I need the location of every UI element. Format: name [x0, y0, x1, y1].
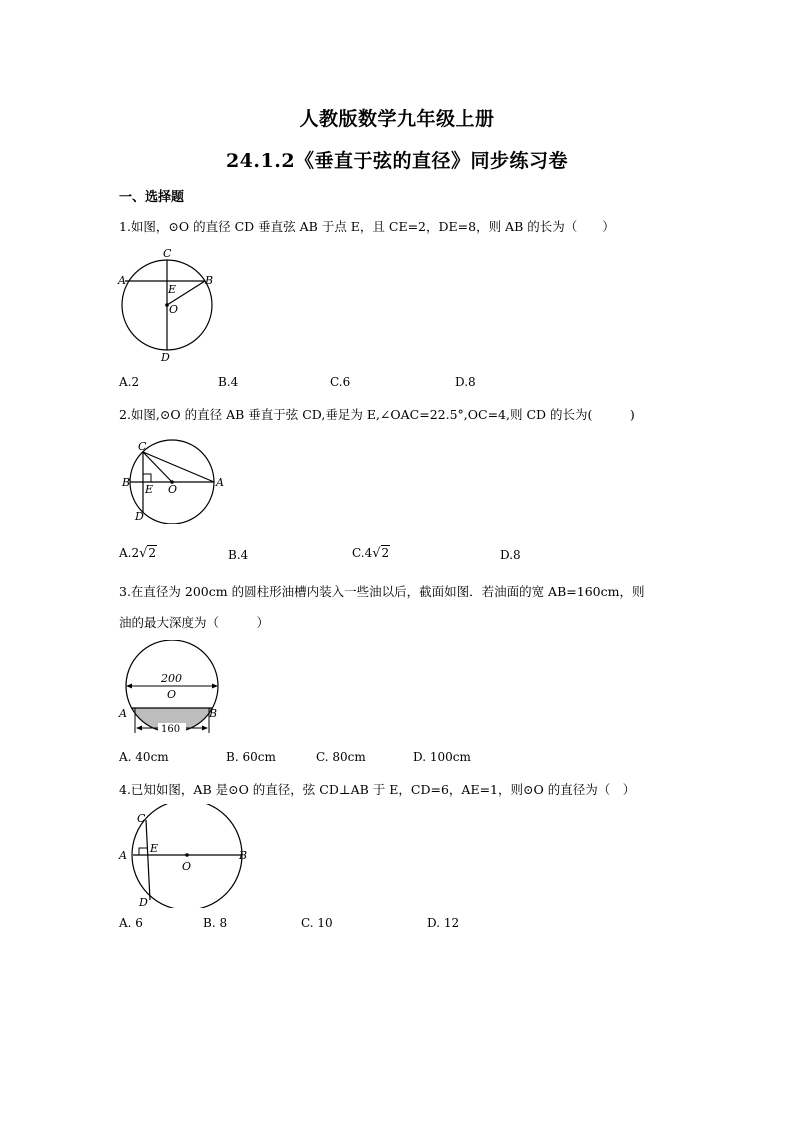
sqrt-symbol: √2 [139, 546, 157, 561]
label-o: O [168, 483, 178, 496]
label-c: C [163, 247, 172, 260]
q4-option-d[interactable]: D. 12 [427, 916, 460, 930]
label-a: A [118, 274, 126, 287]
label-width: 160 [161, 724, 181, 735]
question-3-stem-line1: 3.在直径为 200cm 的圆柱形油槽内装入一些油以后，截面如图．若油面的宽 AB=160cm，则 [119, 584, 645, 599]
label-a: A [119, 849, 127, 862]
right-angle-mark [139, 848, 148, 855]
label-b: B [122, 476, 131, 489]
arrowhead-left-2 [136, 726, 142, 731]
q1-option-d[interactable]: D.8 [455, 375, 476, 389]
circle-diagram-1 [117, 244, 217, 362]
label-e: E [150, 842, 159, 855]
question-4-figure [117, 804, 255, 912]
circle-diagram-2 [118, 438, 230, 524]
q2-option-a-prefix: A.2 [119, 546, 140, 560]
q2-option-c[interactable] [352, 546, 390, 561]
label-c: C [138, 440, 147, 453]
question-1-stem: 1.如图，⊙O 的直径 CD 垂直弦 AB 于点 E，且 CE=2，DE=8，则 AB 的长为（ ） [119, 219, 615, 234]
q4-option-a[interactable]: A. 6 [119, 916, 143, 930]
question-4-stem: 4.已知如图，AB 是⊙O 的直径，弦 CD⊥AB 于 E，CD=6，AE=1，则⊙O 的直径为（ ） [119, 782, 636, 797]
label-diameter: 200 [161, 672, 182, 685]
label-c: C [137, 812, 146, 825]
segment-oc [143, 452, 172, 482]
question-2-stem: 2.如图,⊙O 的直径 AB 垂直于弦 CD,垂足为 E,∠OAC=22.5°,OC=4,则 CD 的长为( ) [119, 407, 635, 422]
label-d: D [135, 510, 144, 523]
page-title: 人教版数学九年级上册 [299, 108, 495, 130]
label-b: B [205, 274, 214, 287]
right-angle-mark [143, 474, 151, 482]
q1-option-b[interactable]: B.4 [218, 375, 239, 389]
segment-ac [143, 452, 214, 482]
sqrt-symbol: √2 [372, 546, 390, 561]
label-e: E [145, 483, 154, 496]
q4-option-b[interactable]: B. 8 [203, 916, 228, 930]
q2-option-d[interactable]: D.8 [500, 548, 521, 562]
q2-option-c-radicand: 2 [381, 546, 390, 560]
label-b: B [209, 707, 218, 720]
q3-option-d[interactable]: D. 100cm [413, 750, 471, 764]
label-o: O [167, 688, 177, 701]
label-e: E [168, 283, 177, 296]
chord-cd [146, 820, 150, 900]
question-1-figure [117, 244, 217, 366]
arrowhead-right [212, 684, 218, 689]
label-d: D [161, 351, 170, 362]
label-d: D [139, 896, 148, 908]
arrowhead-right-2 [202, 726, 208, 731]
section-heading: 一、选择题 [119, 190, 185, 205]
label-b: B [239, 849, 248, 862]
q2-option-b[interactable]: B.4 [228, 548, 249, 562]
q3-option-a[interactable]: A. 40cm [119, 750, 169, 764]
oil-tank-diagram [117, 640, 221, 740]
center-point [185, 853, 189, 857]
label-a: A [119, 707, 127, 720]
label-a: A [216, 476, 224, 489]
arrowhead-left [126, 684, 132, 689]
q4-option-c[interactable]: C. 10 [301, 916, 333, 930]
q2-option-a[interactable] [119, 546, 157, 561]
q3-option-c[interactable]: C. 80cm [316, 750, 366, 764]
q1-option-a[interactable]: A.2 [119, 375, 140, 389]
q2-option-a-radicand: 2 [148, 546, 157, 560]
question-2-figure [118, 438, 230, 528]
question-3-figure [117, 640, 221, 744]
page-subtitle: 24.1.2《垂直于弦的直径》同步练习卷 [225, 150, 569, 172]
q3-option-b[interactable]: B. 60cm [226, 750, 276, 764]
q2-option-c-prefix: C.4 [352, 546, 373, 560]
label-o: O [169, 303, 179, 316]
q1-option-c[interactable]: C.6 [330, 375, 351, 389]
label-o: O [182, 860, 192, 873]
circle-diagram-4 [117, 804, 255, 908]
question-3-stem-line2: 油的最大深度为（ ） [119, 615, 270, 630]
